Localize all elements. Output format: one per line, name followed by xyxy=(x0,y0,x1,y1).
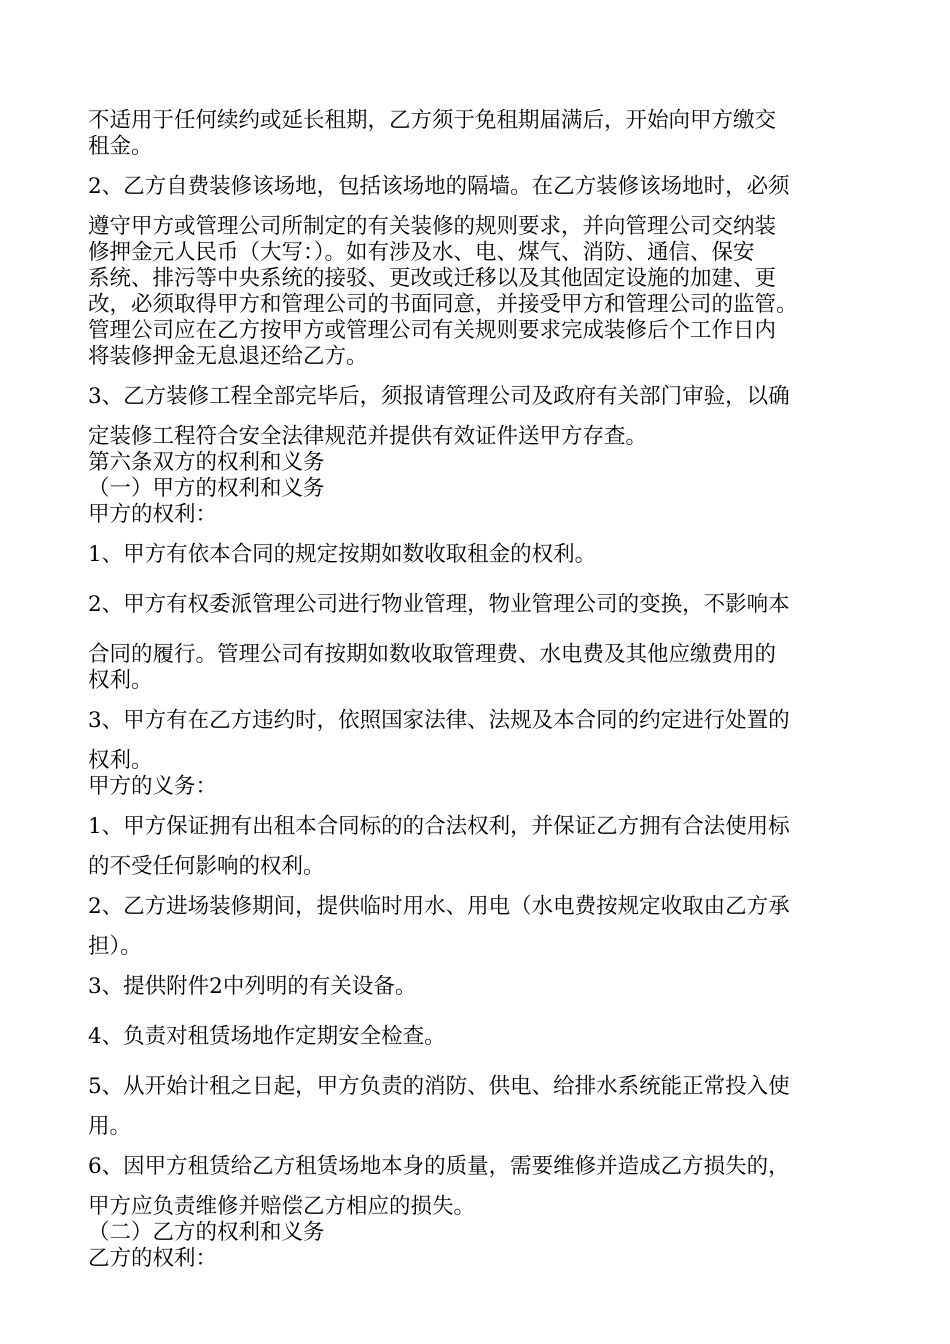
subsection-heading: （一）甲方的权利和义务 xyxy=(88,476,325,501)
clause-heading: 甲方的权利： xyxy=(88,502,218,527)
text-line: 2、乙方进场装修期间，提供临时用水、用电（水电费按规定收取由乙方承 xyxy=(88,894,790,919)
section-heading: 第六条双方的权利和义务 xyxy=(88,450,325,475)
text-line: 管理公司应在乙方按甲方或管理公司有关规则要求完成装修后个工作日内 xyxy=(88,318,777,343)
text-line: 将装修押金无息退还给乙方。 xyxy=(88,344,368,369)
text-line: 2、乙方自费装修该场地，包括该场地的隔墙。在乙方装修该场地时，必须 xyxy=(88,174,790,199)
document-page xyxy=(88,108,878,1272)
text-line: 修押金元人民币（大写：）。如有涉及水、电、煤气、消防、通信、保安 xyxy=(88,240,755,265)
text-line: 定装修工程符合安全法律规范并提供有效证件送甲方存查。 xyxy=(88,424,648,449)
text-line: 合同的履行。管理公司有按期如数收取管理费、水电费及其他应缴费用的 xyxy=(88,642,777,667)
text-line: 不适用于任何续约或延长租期，乙方须于免租期届满后，开始向甲方缴交 xyxy=(88,108,777,133)
clause-heading: 甲方的义务： xyxy=(88,774,218,799)
text-line: 权利。 xyxy=(88,748,153,773)
text-line: 甲方应负责维修并赔偿乙方相应的损失。 xyxy=(88,1194,476,1219)
text-line: 6、因甲方租赁给乙方租赁场地本身的质量，需要维修并造成乙方损失的， xyxy=(88,1154,790,1179)
text-line: 3、提供附件2中列明的有关设备。 xyxy=(88,974,417,999)
text-line: 系统、排污等中央系统的接驳、更改或迁移以及其他固定设施的加建、更 xyxy=(88,266,777,291)
text-line: 1、甲方保证拥有出租本合同标的的合法权利，并保证乙方拥有合法使用标 xyxy=(88,814,790,839)
text-line: 5、从开始计租之日起，甲方负责的消防、供电、给排水系统能正常投入使 xyxy=(88,1074,790,1099)
text-line: 3、甲方有在乙方违约时，依照国家法律、法规及本合同的约定进行处置的 xyxy=(88,708,790,733)
text-line: 2、甲方有权委派管理公司进行物业管理，物业管理公司的变换，不影响本 xyxy=(88,592,790,617)
text-line: 4、负责对租赁场地作定期安全检查。 xyxy=(88,1024,446,1049)
subsection-heading: （二）乙方的权利和义务 xyxy=(88,1220,325,1245)
text-line: 租金。 xyxy=(88,134,153,159)
text-line: 用。 xyxy=(88,1114,132,1139)
text-line: 的不受任何影响的权利。 xyxy=(88,854,325,879)
text-line: 担）。 xyxy=(88,934,142,959)
text-line: 3、乙方装修工程全部完毕后，须报请管理公司及政府有关部门审验，以确 xyxy=(88,384,790,409)
text-line: 遵守甲方或管理公司所制定的有关装修的规则要求，并向管理公司交纳装 xyxy=(88,214,777,239)
clause-heading: 乙方的权利： xyxy=(88,1246,218,1271)
text-line: 1、甲方有依本合同的规定按期如数收取租金的权利。 xyxy=(88,542,597,567)
text-line: 改，必须取得甲方和管理公司的书面同意，并接受甲方和管理公司的监管。 xyxy=(88,292,798,317)
text-line: 权利。 xyxy=(88,668,153,693)
